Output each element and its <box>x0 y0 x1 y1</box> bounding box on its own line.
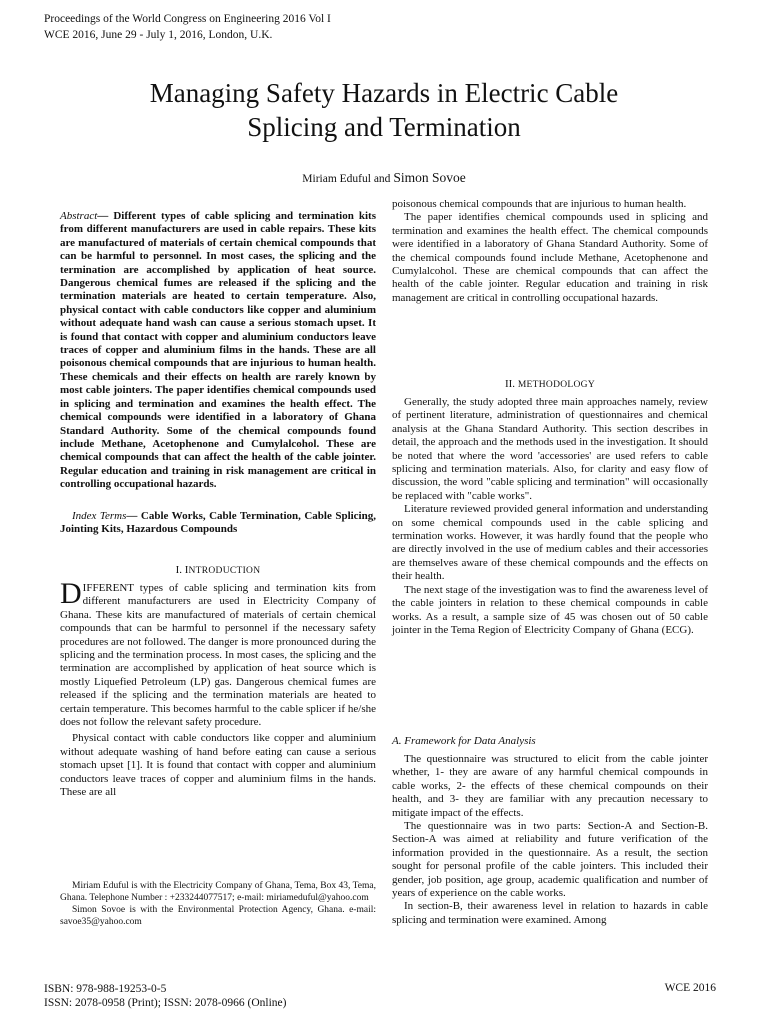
author-1: Miriam Eduful and <box>302 173 394 185</box>
footnote-author-1: Miriam Eduful is with the Electricity Company of Ghana, Tema, Box 43, Tema, Ghana. Telephone Number : +233244077517; e-mail: miriameduful@yahoo.com <box>60 881 376 903</box>
title-line-2: Splicing and Termination <box>247 112 521 142</box>
framework-body <box>392 753 708 927</box>
intro-cap-rest: IFFERENT <box>82 582 134 594</box>
section-title-first: I <box>184 564 189 576</box>
footnote-author-2: Simon Sovoe is with the Environmental Protection Agency, Ghana. e-mail: savoe35@yahoo.com <box>60 905 376 927</box>
header-conference-dates: WCE 2016, June 29 - July 1, 2016, London, U.K. <box>44 29 273 41</box>
methodology-body <box>392 396 708 637</box>
abstract-text: Different types of cable splicing and termination kits from different manufacturers are used in cable repairs. These kits are manufactured of materials of certain chemical compounds that can be harmful to personnel. In most cases, the splicing and the termination are accomplished by application of heat source. Dangerous chemical fumes are released if the splicing and the termination materials are heated to certain temperature. Also, physical contact with cable conductors like copper and aluminium without adequate hand wash can cause a serious stomach upset. It is found that contact with copper and aluminium conductors leave traces of copper and aluminium films in the hands. These are all poisonous chemical compounds that are injurious to human health. These chemicals and their effects on health are rarely known by most cable jointers. The paper identifies chemical compounds used in splicing and termination and examines the health effect. The chemical compounds were identified in a laboratory of Ghana Standard Authority. Some of the chemical compounds found include Methane, Acetophenone and Cumylalcohol. These are chemical compounds that can affect the health of the cable jointer. Regular education and training in risk management are critical in controlling occupational hazards. <box>60 210 377 491</box>
section-heading-methodology <box>392 378 708 392</box>
index-terms-dash: — <box>126 510 141 522</box>
section-number: II. <box>504 378 518 390</box>
index-terms-label: Index Terms <box>72 510 127 522</box>
abstract <box>60 210 376 492</box>
section-number: I. <box>175 564 185 576</box>
intro-paragraph-1 <box>60 577 376 729</box>
title-line-1: Managing Safety Hazards in Electric Cable <box>149 78 619 108</box>
footer-conference: WCE 2016 <box>664 982 716 994</box>
intro-p1-text: types of cable splicing and termination kits from different manufacturers are used in Electricity Company of Ghana. These kits are manufactured of materials of certain chemical compounds that can be harmful to personnel if the necessary safety procedures are not followed. The danger is more pronounced during the splicing and the termination process. In most cases, the splicing and the termination are accomplished by application of heat source which is mostly Liquefied Petroleum (LP) gas. Dangerous chemical fumes are released if the splicing and the termination materials are heated to certain temperature. This becomes harmful to the cable splicer if he/she does not follow the relevant safety procedure. <box>60 582 376 729</box>
footer-isbn-issn <box>44 982 286 1010</box>
section-heading-introduction <box>60 564 376 578</box>
methodology-paragraph-3: The next stage of the investigation was to find the awareness level of the cable jointers in relation to these chemical compounds in cable works. As a result, a sample size of 45 was chosen out of 50 cable jointer in the Tema Region of Electricity Company of Ghana (ECG). <box>392 583 708 636</box>
section-title: METHODOLOGY <box>517 380 595 390</box>
drop-cap: D <box>60 577 82 610</box>
right-column-top <box>392 198 708 305</box>
abstract-label: Abstract <box>60 210 98 222</box>
index-terms-text: Cable Works, Cable Termination, Cable Splicing, Jointing Kits, Hazardous Compounds <box>60 510 376 536</box>
abstract-dash: — <box>97 210 114 222</box>
section-title-rest: NTRODUCTION <box>188 566 261 576</box>
paper-title <box>60 76 708 144</box>
subsection-heading-framework: A. Framework for Data Analysis <box>392 735 536 747</box>
paragraph-identifies: The paper identifies chemical compounds used in splicing and termination and examines the health effect. The chemical compounds were identified in a laboratory of Ghana Standard Authority. Some of the chemical compounds found include Methane, Acetophenone and Cumylalcohol. These are chemical compounds that can affect the health of the cable jointer. Regular education and training in risk management are critical in controlling occupational hazards. <box>392 211 708 304</box>
framework-paragraph-1: The questionnaire was structured to elicit from the cable jointer whether, 1- they are aware of any harmful chemical compounds in cable works, 2- the effects of these chemical compounds on their health, and 3- they are familiar with any precaution necessary to mitigate impact of the effects. <box>392 753 708 819</box>
framework-paragraph-2: The questionnaire was in two parts: Section-A and Section-B. Section-A was aimed at reliability and future verification of the information provided in the questionnaire. As a result, the section sought for personal profile of the cable jointers. This included their gender, job position, age group, academic qualification and number of years of experience on the cable works. <box>392 820 708 900</box>
footer-isbn: ISBN: 978-988-19253-0-5 <box>44 983 167 995</box>
introduction-body <box>60 577 376 803</box>
paragraph-continued: poisonous chemical compounds that are injurious to human health. <box>392 198 687 210</box>
header-proceedings: Proceedings of the World Congress on Engineering 2016 Vol I <box>44 13 331 25</box>
methodology-paragraph-1: Generally, the study adopted three main approaches namely, review of pertinent literature, administration of questionnaires and chemical analysis at the Ghana Standard Authority. This section describes in detail, the approach and the methods used in the investigation. It should be noted that where the word 'accessories' are used refers to cable splicing and termination materials. Also, for clarity and easy flow of discussion, the word "cable splicing and termination" will occasionally be replaced with "cable works". <box>392 396 708 502</box>
author-2: Simon Sovoe <box>393 170 466 185</box>
authors <box>0 170 768 186</box>
methodology-paragraph-2: Literature reviewed provided general information and understanding on some chemical compounds used in the cable splicing and termination works. However, it was hardly found that the people who are directly involved in the use of medium cables and their accessories are themselves aware of these chemical compounds and the effects on their health. <box>392 503 708 583</box>
footer-issn: ISSN: 2078-0958 (Print); ISSN: 2078-0966 (Online) <box>44 997 287 1009</box>
intro-paragraph-2: Physical contact with cable conductors like copper and aluminium without adequate washing of hand before eating can cause a serious stomach upset [1]. It is found that contact with copper and aluminium conductors leave traces of copper and aluminium films in the hands. These are all <box>60 732 376 799</box>
index-terms <box>60 510 376 537</box>
framework-paragraph-3: In section-B, their awareness level in relation to hazards in cable splicing and termination were examined. Among <box>392 900 708 926</box>
footnotes <box>60 880 376 928</box>
